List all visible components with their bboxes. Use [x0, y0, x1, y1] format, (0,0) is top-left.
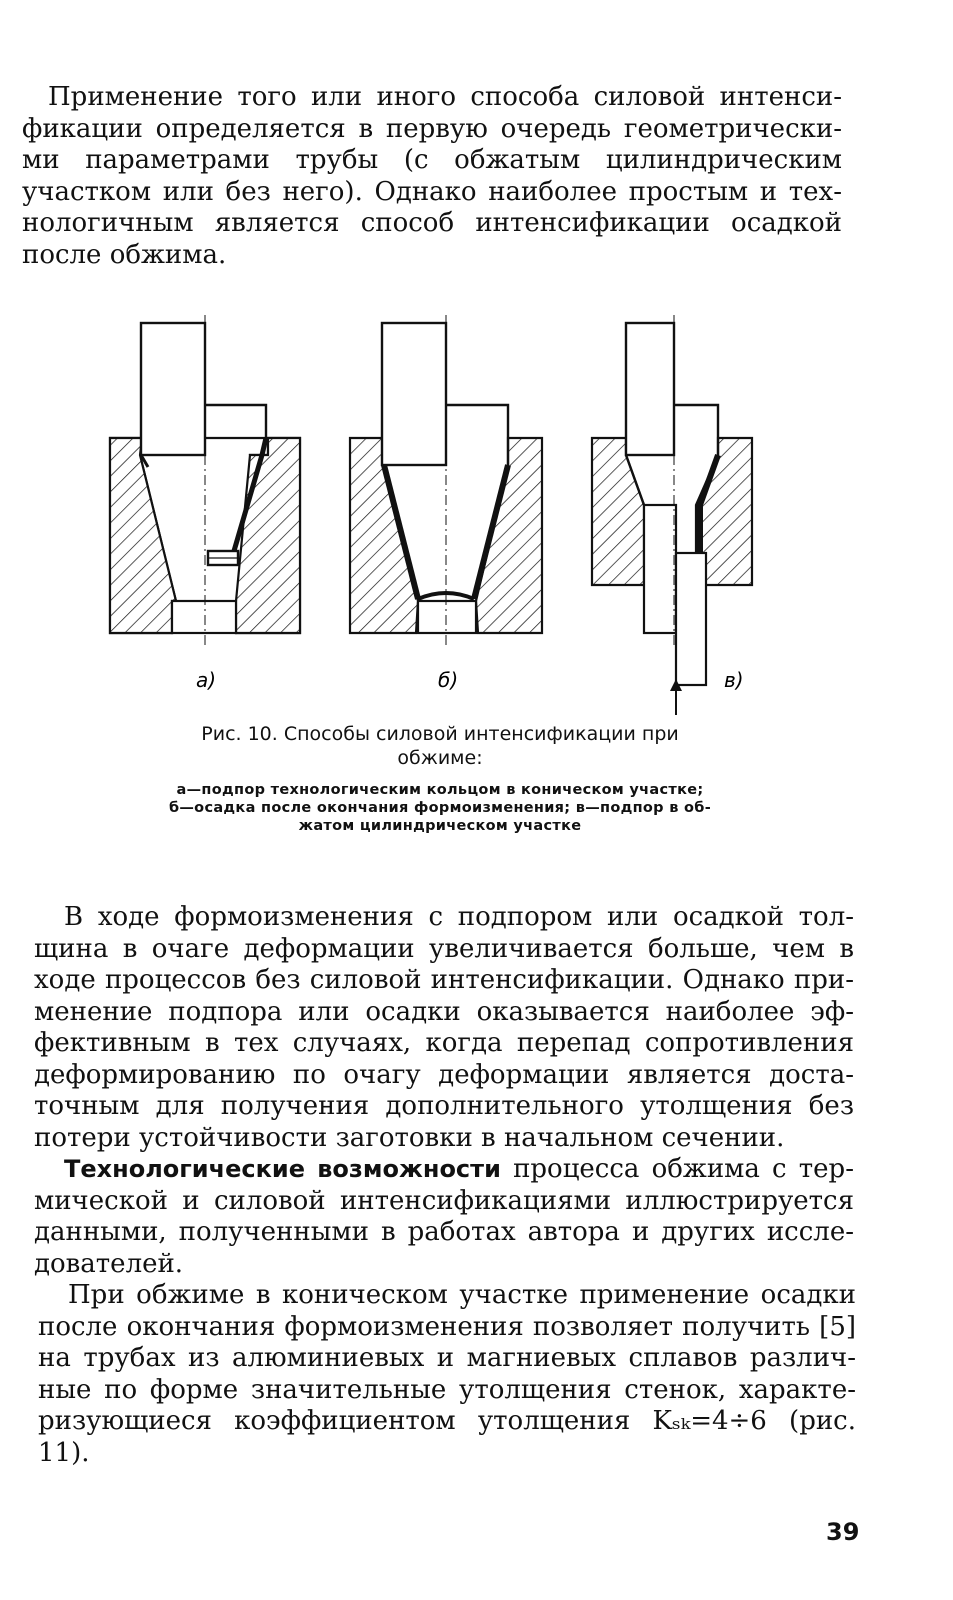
text-line: ходе процессов без силовой интенсификации. Однако при- — [34, 965, 854, 995]
text-fragment: процесса обжима с тер- — [500, 1154, 854, 1184]
text-line: 11). — [38, 1437, 90, 1468]
legend-line: а—подпор технологическим кольцом в коническом участке; — [176, 782, 704, 798]
text-line: данными, полученными в работах автора и других иссле- — [34, 1217, 854, 1247]
page-number: 39 — [826, 1518, 860, 1546]
text-line: после обжима. — [22, 239, 227, 270]
figure-caption — [120, 722, 760, 770]
text-line: после окончания формоизменения позволяет получить [5] — [38, 1311, 856, 1342]
diagram-a — [110, 315, 300, 645]
paragraph-4 — [38, 1280, 856, 1469]
text-line: участком или без него). Однако наиболее простым и тех- — [22, 176, 842, 207]
text-line: фективным в тех случаях, когда перепад сопротивления — [34, 1028, 854, 1058]
caption-line: Рис. 10. Способы силовой интенсификации при — [201, 723, 679, 745]
text-line: ризующиеся коэффициентом утолщения Kₛₖ=4÷6 (рис. — [38, 1406, 856, 1436]
label-b: б) — [438, 668, 459, 692]
paragraph-3 — [34, 1154, 854, 1280]
label-c: в) — [724, 668, 744, 692]
diagram-b — [350, 315, 542, 645]
text-line: деформированию по очагу деформации является доста- — [34, 1059, 854, 1090]
bold-lead: Технологические возможности — [64, 1155, 501, 1183]
intro-paragraph — [22, 82, 842, 271]
legend-line: жатом цилиндрическом участке — [298, 818, 582, 834]
text-line: В ходе формоизменения с подпором или осадкой тол- — [64, 902, 854, 932]
text-line: ные по форме значительные утолщения стенок, характе- — [38, 1374, 856, 1405]
text-line: дователей. — [34, 1248, 184, 1279]
text-line: менение подпора или осадки оказывается наиболее эф- — [34, 996, 854, 1027]
text-line: потери устойчивости заготовки в начальном сечении. — [34, 1122, 785, 1153]
text-line — [34, 1154, 854, 1186]
text-line: щина в очаге деформации увеличивается больше, чем в — [34, 933, 854, 964]
text-line: Применение того или иного способа силовой интенси- — [48, 82, 842, 112]
diagram-c — [592, 315, 752, 715]
figure-10-diagram — [100, 315, 760, 725]
text-line: При обжиме в коническом участке применение осадки — [68, 1280, 856, 1310]
figure-legend — [110, 781, 770, 835]
text-line: точным для получения дополнительного утолщения без — [34, 1091, 854, 1121]
text-line: нологичным является способ интенсификации осадкой — [22, 208, 842, 238]
label-a: а) — [196, 668, 217, 692]
text-line: ми параметрами трубы (с обжатым цилиндрическим — [22, 145, 842, 175]
text-line: мической и силовой интенсификациями иллюстрируется — [34, 1185, 854, 1216]
caption-line: обжиме: — [397, 747, 483, 769]
text-line: на трубах из алюминиевых и магниевых сплавов различ- — [38, 1343, 856, 1373]
legend-line: б—осадка после окончания формоизменения; в—подпор в об- — [168, 800, 712, 816]
text-line: фикации определяется в первую очередь геометрически- — [22, 113, 842, 144]
paragraph-2 — [34, 902, 854, 1154]
